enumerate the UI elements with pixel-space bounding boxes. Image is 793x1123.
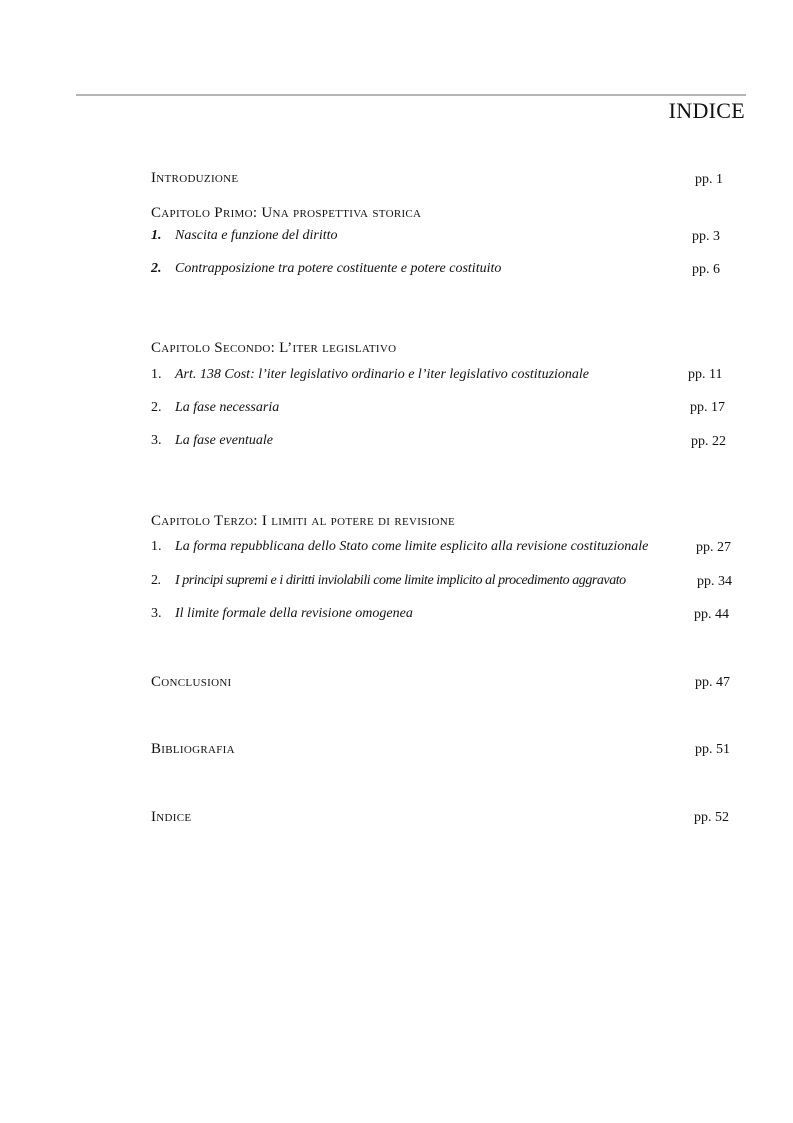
chapter-2-item-3-page: pp. 22	[691, 434, 726, 449]
item-number: 1.	[151, 367, 162, 382]
item-number: 2.	[151, 261, 162, 276]
chapter-3-heading: Capitolo Terzo: I limiti al potere di revisione	[151, 513, 456, 529]
chapter-2-item-2-page: pp. 17	[690, 400, 725, 415]
item-number: 1.	[151, 228, 162, 243]
item-number: 2.	[151, 400, 162, 415]
toc-indice-page: pp. 52	[694, 810, 729, 825]
chapter-3-item-2	[151, 573, 626, 589]
chapter-3-item-3-page: pp. 44	[694, 607, 729, 622]
chapter-1-item-1	[151, 228, 338, 244]
toc-introduzione: Introduzione	[151, 170, 239, 186]
item-number: 1.	[151, 539, 162, 554]
toc-bibliografia-page: pp. 51	[695, 742, 730, 757]
page-title: INDICE	[668, 98, 745, 123]
chapter-2-item-1	[151, 367, 589, 383]
chapter-2-item-3	[151, 433, 273, 449]
item-label: Art. 138 Cost: l’iter legislativo ordinario e l’iter legislativo costituzionale	[175, 367, 590, 382]
toc-bibliografia: Bibliografia	[151, 741, 235, 757]
item-number: 3.	[151, 606, 162, 621]
chapter-2-item-1-page: pp. 11	[688, 367, 723, 382]
item-label: I principi supremi e i diritti inviolabili come limite implicito al procedimento aggravato	[175, 573, 626, 588]
header-rule	[76, 94, 746, 96]
chapter-2-item-2	[151, 400, 279, 416]
toc-introduzione-page: pp. 1	[695, 172, 723, 187]
chapter-3-item-2-page: pp. 34	[697, 574, 732, 589]
item-label: La forma repubblicana dello Stato come limite esplicito alla revisione costituzionale	[175, 539, 649, 554]
chapter-3-item-1-page: pp. 27	[696, 540, 731, 555]
item-label: La fase necessaria	[175, 400, 280, 415]
item-label: Il limite formale della revisione omogenea	[175, 606, 413, 621]
item-label: Contrapposizione tra potere costituente e potere costituito	[175, 261, 502, 276]
item-label: Nascita e funzione del diritto	[175, 228, 338, 243]
toc-conclusioni: Conclusioni	[151, 674, 232, 690]
chapter-1-item-2-page: pp. 6	[692, 262, 720, 277]
toc-indice: Indice	[151, 809, 192, 825]
toc-conclusioni-page: pp. 47	[695, 675, 730, 690]
item-number: 3.	[151, 433, 162, 448]
chapter-3-item-1	[151, 539, 648, 555]
chapter-1-item-2	[151, 261, 501, 277]
chapter-1-heading: Capitolo Primo: Una prospettiva storica	[151, 205, 422, 221]
chapter-1-item-1-page: pp. 3	[692, 229, 720, 244]
chapter-2-heading: Capitolo Secondo: L’iter legislativo	[151, 340, 397, 356]
chapter-3-item-3	[151, 606, 413, 622]
item-label: La fase eventuale	[175, 433, 273, 448]
item-number: 2.	[151, 573, 161, 588]
